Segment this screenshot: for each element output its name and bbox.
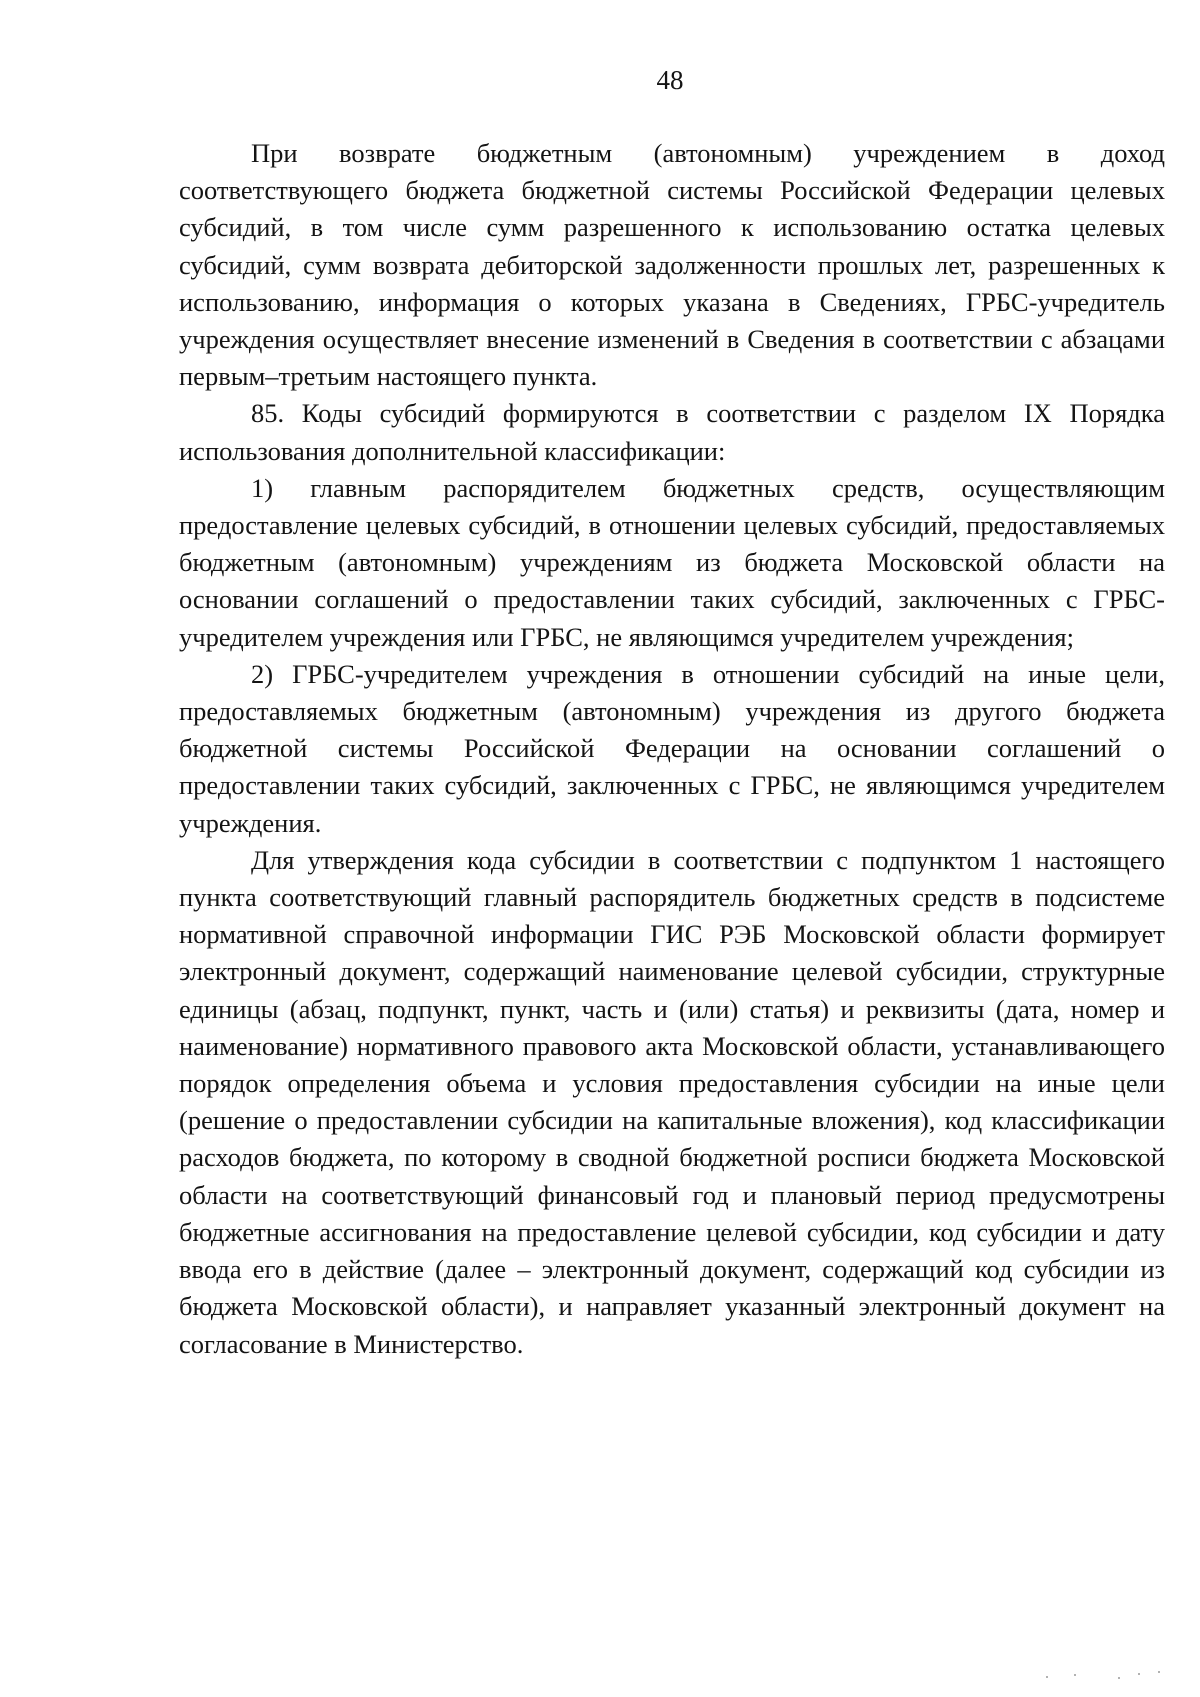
paragraph-subitem-2: 2) ГРБС-учредителем учреждения в отношении субсидий на иные цели, предоставляемых бюджетным (автономным) учреждения из другого бюджета бюджетной системы Российской Федерации на основании соглашений о предоставлении таких субсидий, заключенных с ГРБС, не являющимся учредителем учреждения. [179,658,1165,838]
scan-speck [1138,1673,1140,1675]
scan-speck [1118,1677,1120,1679]
scan-speck [1158,1671,1160,1673]
paragraph-return-of-subsidies: При возврате бюджетным (автономным) учреждением в доход соответствующего бюджета бюджетной системы Российской Федерации целевых субсидий, в том числе сумм разрешенного к использованию остатка целевых субсидий, сумм возврата дебиторской задолженности прошлых лет, разрешенных к использованию, информация о которых указана в Сведениях, ГРБС-учредитель учреждения осуществляет внесение изменений в Сведения в соответствии с абзацами первым–третьим настоящего пункта. [179,138,1165,392]
scan-noise [1040,1668,1180,1684]
scan-speck [1074,1674,1076,1676]
paragraph-item-85: 85. Коды субсидий формируются в соответствии с разделом IX Порядка использования дополнительной классификации: [179,398,1165,466]
page-number: 48 [656,65,684,95]
paragraph-subsidy-code-approval: Для утверждения кода субсидии в соответствии с подпунктом 1 настоящего пункта соответствующий главный распорядитель бюджетных средств в подсистеме нормативной справочной информации ГИС РЭБ Московской области формирует электронный документ, содержащий наименование целевой субсидии, структурные единицы (абзац, подпункт, пункт, часть и (или) статья) и реквизиты (дата, номер и наименование) нормативного правового акта Московской области, устанавливающего порядок определения объема и условия предоставления субсидии на иные цели (решение о предоставлении субсидии на капитальные вложения), код классификации расходов бюджета, по которому в сводной бюджетной росписи бюджета Московской области на соответствующий финансовый год и плановый период предусмотрены бюджетные ассигнования на предоставление целевой субсидии, код субсидии и дату ввода его в действие (далее – электронный документ, содержащий код субсидии из бюджета Московской области), и направляет указанный электронный документ на согласование в Министерство. [179,844,1165,1359]
paragraph-subitem-1: 1) главным распорядителем бюджетных средств, осуществляющим предоставление целевых субсидий, в отношении целевых субсидий, предоставляемых бюджетным (автономным) учреждениям из бюджета Московской области на основании соглашений о предоставлении таких субсидий, заключенных с ГРБС-учредителем учреждения или ГРБС, не являющимся учредителем учреждения; [179,472,1165,652]
document-body [179,135,1165,1363]
scan-speck [1046,1676,1048,1678]
